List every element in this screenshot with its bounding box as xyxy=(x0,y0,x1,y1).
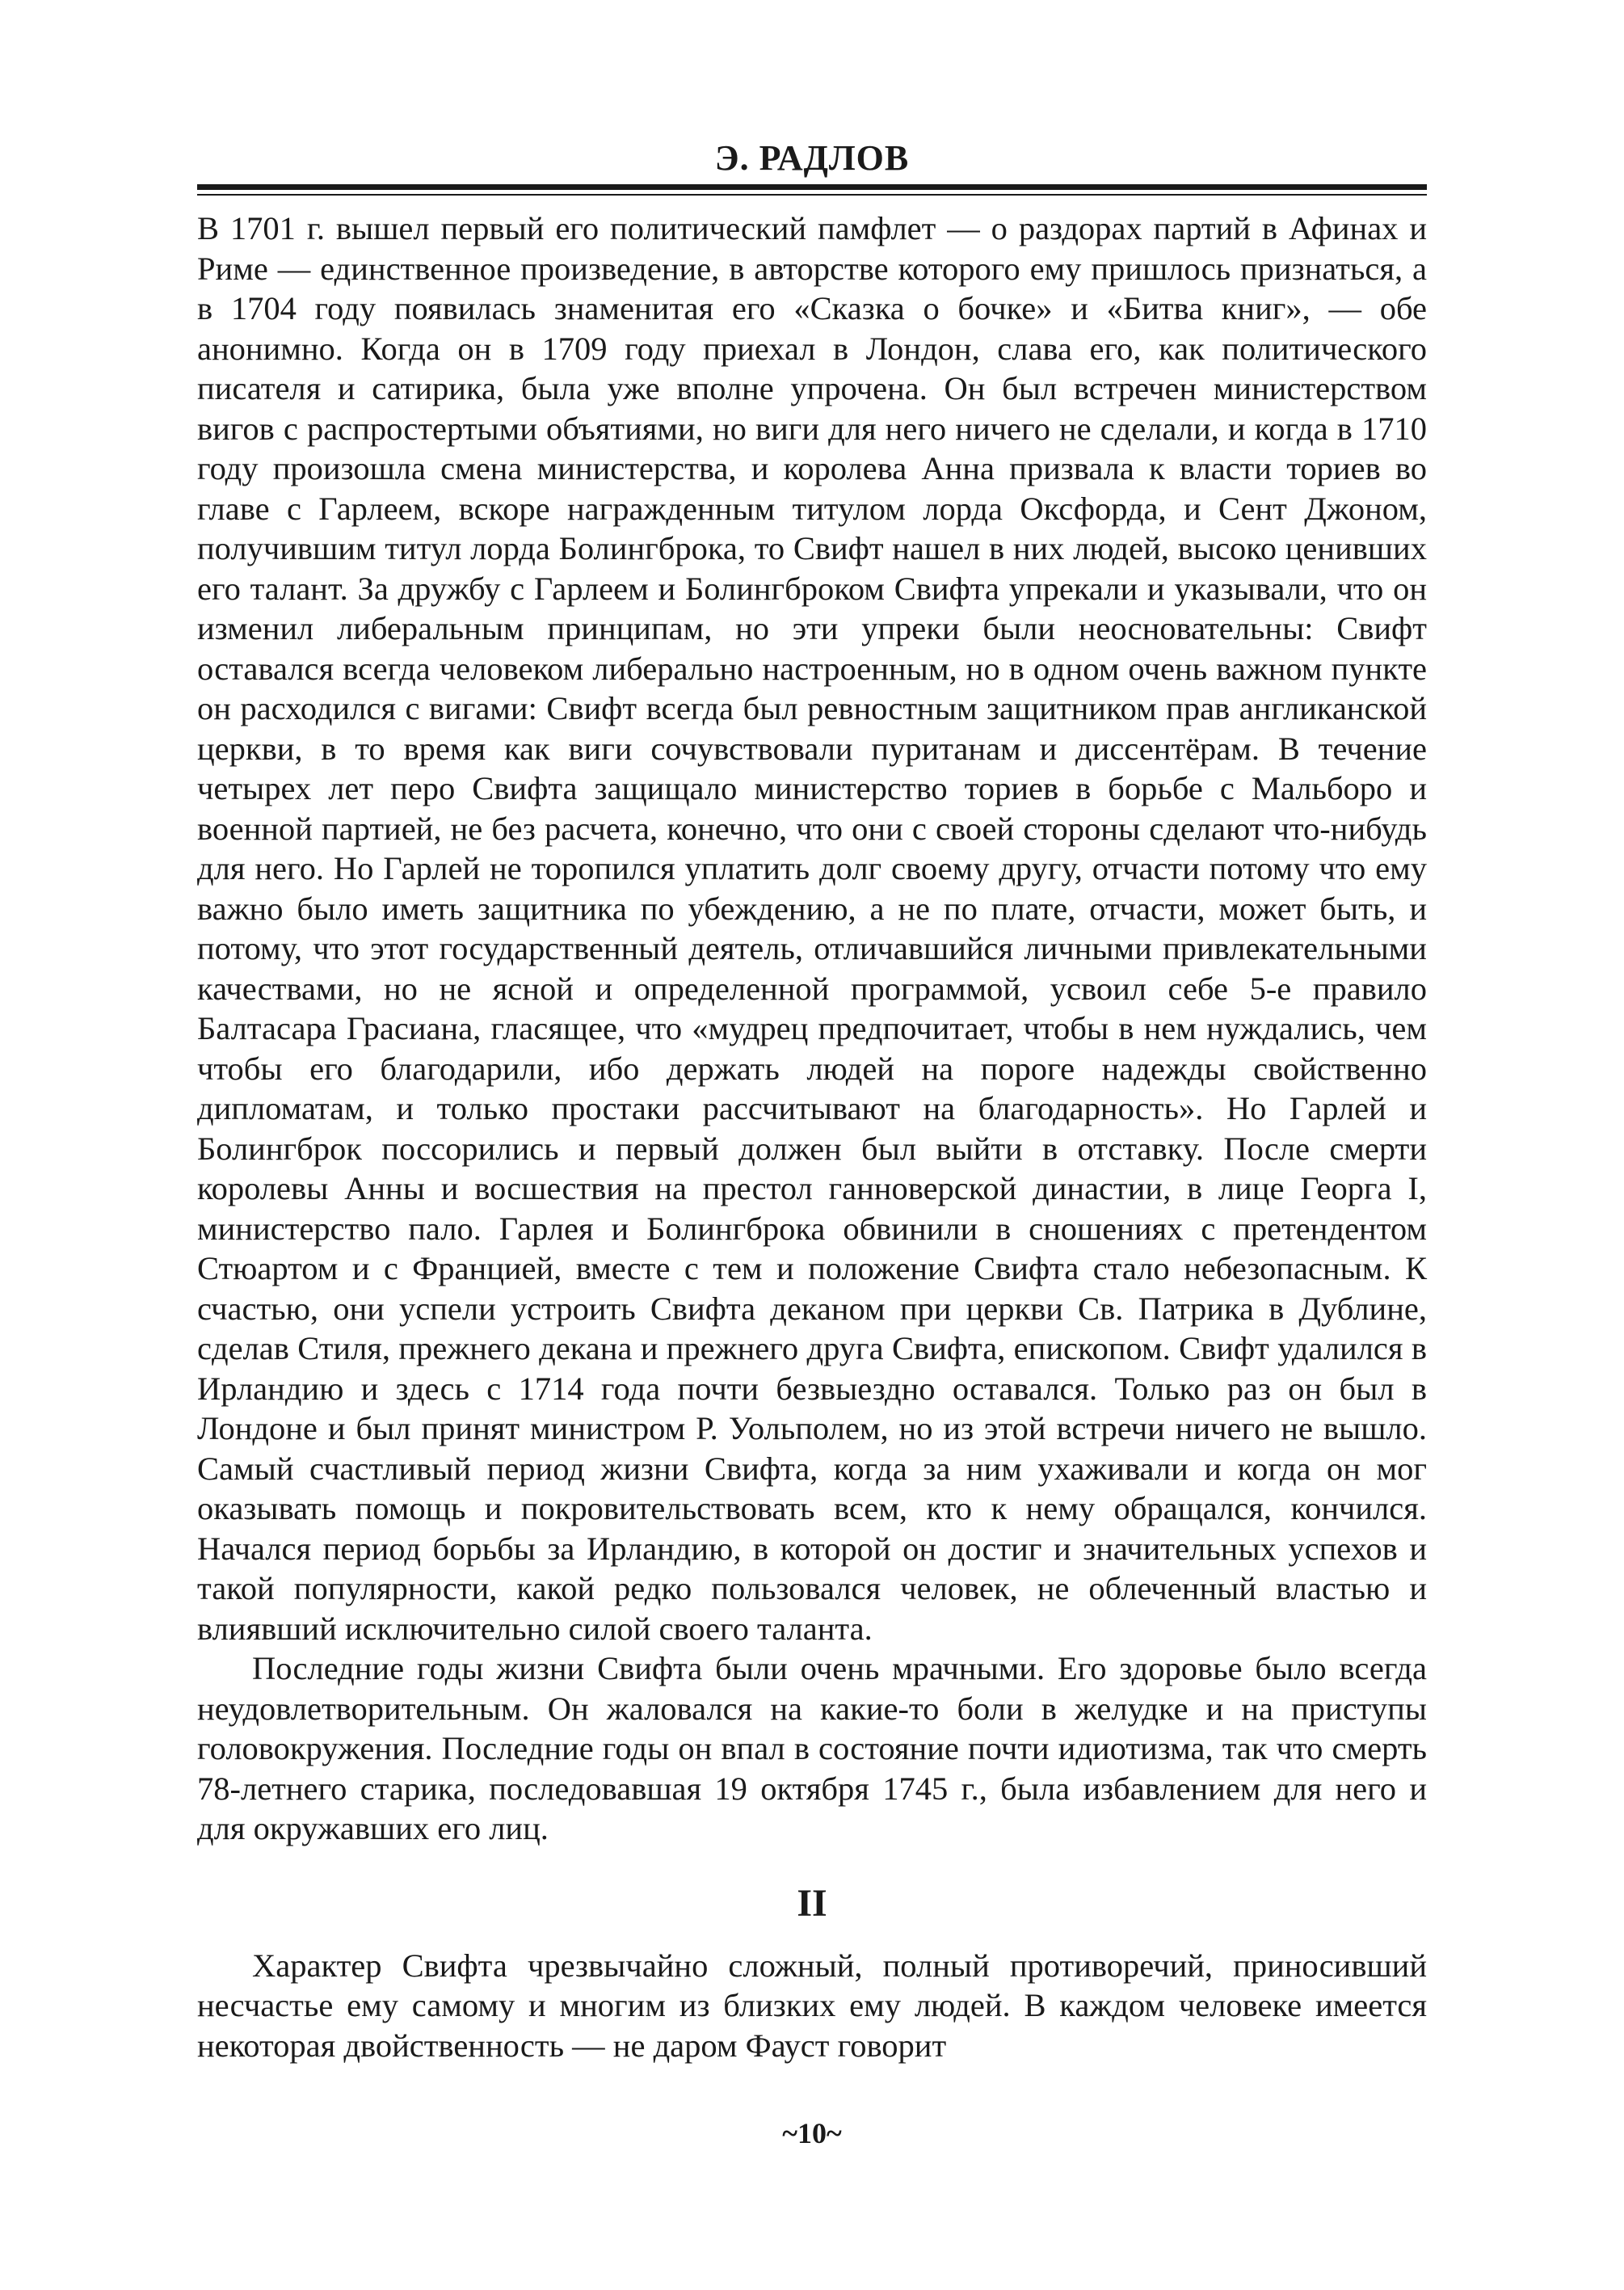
paragraph-3: Характер Свифта чрезвычайно сложный, полный противоречий, приносивший несчастье ему самому и многим из близких ему людей. В каждом человеке имеется некоторая двойственность — не даром Фауст говорит xyxy=(197,1947,1427,2064)
running-title: Э. РАДЛОВ xyxy=(714,138,910,178)
paragraph-2: Последние годы жизни Свифта были очень мрачными. Его здоровье было всегда неудовлетворительным. Он жаловался на какие-то боли в желудке и на приступы головокружения. Последние годы он впал в состояние почти идиотизма, так что смерть 78-летнего старика, последовавшая 19 октября 1745 г., была избавлением для него и для окружавших его лиц. xyxy=(197,1650,1427,1846)
paragraph-1: В 1701 г. вышел первый его политический памфлет — о раздорах партий в Афинах и Риме — единственное произведение, в авторстве которого ему пришлось признаться, а в 1704 году появилась знаменитая его «Сказка о бочке» и «Битва книг», — обе анонимно. Когда он в 1709 году приехал в Лондон, слава его, как политического писателя и сатирика, была уже вполне упрочена. Он был встречен министерством вигов с распростертыми объятиями, но виги для него ничего не сделали, и когда в 1710 году произошла смена министерства, и королева Анна призвала к власти ториев во главе с Гарлеем, вскоре награжденным титулом лорда Оксфорда, и Сент Джоном, получившим титул лорда Болингброка, то Свифт нашел в них людей, высоко ценивших его талант. За дружбу с Гарлеем и Болингброком Свифта упрекали и указывали, что он изменил либеральным принципам, но эти упреки были неосновательны: Свифт оставался всегда человеком либерально настроенным, но в одном очень важном пункте он расходился с вигами: Свифт всегда был ревностным защитником прав англиканской церкви, в то время как виги сочувствовали пуританам и диссентёрам. В течение четырех лет перо Свифта защищало министерство ториев в борьбе с Мальборо и военной партией, не без расчета, конечно, что они с своей стороны сделают что-нибудь для него. Но Гарлей не торопился уплатить долг своему другу, отчасти потому что ему важно было иметь защитника по убеждению, а не по плате, отчасти, может быть, и потому, что этот государственный деятель, отличавшийся личными привлекательными качествами, но не ясной и определенной программой, усвоил себе 5-е правило Балтасара Грасиана, гласящее, что «мудрец предпочитает, чтобы в нем нуждались, чем чтобы его благодарили, ибо держать людей на пороге надежды свойственно дипломатам, и только простаки рассчитывают на благодарность». Но Гарлей и Болингброк поссорились и первый должен был выйти в отставку. После смерти королевы Анны и восшествия на престол ганноверской династии, в лице Георга I, министерство пало. Гарлея и Болингброка обвинили в сношениях с претендентом Стюартом и с Францией, вместе с тем и положение Свифта стало небезопасным. К счастью, они успели устроить Свифта деканом при церкви Св. Патрика в Дублине, сделав Стиля, прежнего декана и прежнего друга Свифта, епископом. Свифт удалился в Ирландию и здесь с 1714 года почти безвыездно оставался. Только раз он был в Лондоне и был принят министром Р. Уольполем, но из этой встречи ничего не вышло. Самый счастливый период жизни Свифта, когда за ним ухаживали и когда он мог оказывать помощь и покровительствовать всем, кто к нему обращался, кончился. Начался период борьбы за Ирландию, в которой он достиг и значительных успехов и такой популярности, какой редко пользовался человек, не облеченный властью и влиявший исключительно силой своего таланта. xyxy=(197,210,1427,1647)
header-rule-thin xyxy=(197,194,1427,196)
header-rule-thick xyxy=(197,184,1427,190)
page-number: ~10~ xyxy=(782,2117,842,2149)
section-heading: II xyxy=(797,1881,827,1925)
body-text xyxy=(197,208,1427,2065)
